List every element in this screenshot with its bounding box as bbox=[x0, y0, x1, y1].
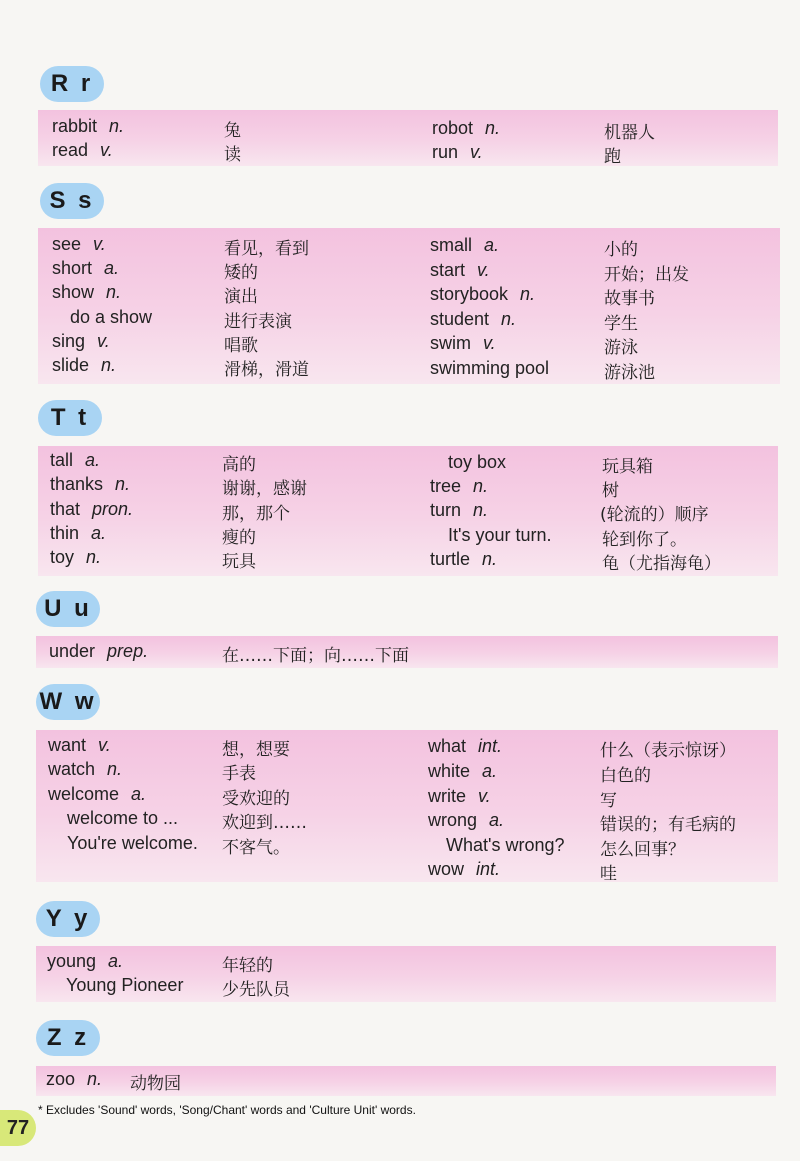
entry-meaning: 少先队员 bbox=[222, 980, 290, 1000]
entry-word: turn n. bbox=[430, 500, 489, 520]
entry-meaning: 那，那个 bbox=[222, 504, 290, 524]
entry-word: read v. bbox=[52, 140, 113, 160]
entry-meaning: 游泳池 bbox=[604, 363, 655, 383]
entry-word: thin a. bbox=[50, 523, 107, 543]
entry-meaning: 手表 bbox=[222, 764, 256, 784]
entry-meaning: 跑 bbox=[604, 147, 621, 167]
entry-meaning: 看见，看到 bbox=[224, 239, 309, 259]
entry-meaning: 游泳 bbox=[604, 338, 638, 358]
entry-word: tall a. bbox=[50, 450, 101, 470]
entry-word: robot n. bbox=[432, 118, 501, 138]
entry-meaning: 开始；出发 bbox=[604, 265, 689, 285]
entry-word: tree n. bbox=[430, 476, 489, 496]
entry-word: watch n. bbox=[48, 759, 123, 779]
entry-meaning: 玩具 bbox=[222, 552, 256, 572]
entry-word: toy n. bbox=[50, 547, 102, 567]
entry-phrase: Young Pioneer bbox=[66, 975, 184, 995]
entry-word: run v. bbox=[432, 142, 483, 162]
entry-word: wrong a. bbox=[428, 810, 505, 830]
entry-meaning: 树 bbox=[602, 481, 619, 501]
entry-meaning: 年轻的 bbox=[222, 956, 273, 976]
entry-meaning: 哇 bbox=[600, 864, 617, 884]
entry-phrase: What's wrong? bbox=[446, 835, 565, 855]
entry-meaning: 欢迎到…… bbox=[222, 813, 307, 833]
entry-meaning: 小的 bbox=[604, 240, 638, 260]
entry-meaning: 演出 bbox=[224, 287, 258, 307]
entry-word: rabbit n. bbox=[52, 116, 125, 136]
entry-word: small a. bbox=[430, 235, 500, 255]
entry-meaning: 唱歌 bbox=[224, 336, 258, 356]
entry-word: that pron. bbox=[50, 499, 134, 519]
entry-meaning: 白色的 bbox=[600, 766, 651, 786]
entry-meaning: 兔 bbox=[224, 121, 241, 141]
entry-phrase: swimming pool bbox=[430, 358, 550, 378]
entry-meaning: 不客气。 bbox=[222, 838, 290, 858]
entry-word: slide n. bbox=[52, 355, 117, 375]
entry-meaning: 读 bbox=[224, 145, 241, 165]
entry-word: storybook n. bbox=[430, 284, 536, 304]
entry-meaning: 龟（尤指海龟） bbox=[602, 554, 721, 574]
entry-word: white a. bbox=[428, 761, 498, 781]
entry-meaning: 进行表演 bbox=[224, 312, 292, 332]
entry-word: student n. bbox=[430, 309, 517, 329]
entry-word: start v. bbox=[430, 260, 490, 280]
entry-meaning: 怎么回事？ bbox=[600, 840, 685, 860]
entry-meaning: 机器人 bbox=[604, 123, 655, 143]
page-number: 77 bbox=[0, 1110, 36, 1146]
letter-badge: W w bbox=[36, 684, 100, 720]
letter-badge: R r bbox=[40, 66, 104, 102]
entry-meaning: 错误的；有毛病的 bbox=[600, 815, 736, 835]
entry-meaning: 矮的 bbox=[224, 263, 258, 283]
entry-phrase: You're welcome. bbox=[67, 833, 198, 853]
entry-word: zoo n. bbox=[46, 1069, 103, 1089]
entry-meaning: 想，想要 bbox=[222, 740, 290, 760]
entry-meaning: 动物园 bbox=[130, 1074, 181, 1094]
entry-word: swim v. bbox=[430, 333, 496, 353]
entry-phrase: welcome to ... bbox=[67, 808, 179, 828]
letter-badge: T t bbox=[38, 400, 102, 436]
entry-meaning: 写 bbox=[600, 791, 617, 811]
entry-band bbox=[38, 110, 778, 166]
entry-word: write v. bbox=[428, 786, 491, 806]
entry-meaning: 高的 bbox=[222, 455, 256, 475]
entry-phrase: It's your turn. bbox=[448, 525, 552, 545]
letter-badge: Z z bbox=[36, 1020, 100, 1056]
letter-badge: U u bbox=[36, 591, 100, 627]
entry-meaning: 什么（表示惊讶） bbox=[600, 741, 736, 761]
entry-word: welcome a. bbox=[48, 784, 147, 804]
letter-badge: Y y bbox=[36, 901, 100, 937]
entry-word: wow int. bbox=[428, 859, 501, 879]
entry-word: see v. bbox=[52, 234, 106, 254]
entry-word: young a. bbox=[47, 951, 124, 971]
entry-phrase: toy box bbox=[448, 452, 507, 472]
entry-meaning: 玩具箱 bbox=[602, 457, 653, 477]
entry-meaning: (轮流的）顺序 bbox=[600, 505, 709, 525]
entry-word: short a. bbox=[52, 258, 120, 278]
footnote: * Excludes 'Sound' words, 'Song/Chant' words and 'Culture Unit' words. bbox=[38, 1103, 416, 1117]
entry-word: thanks n. bbox=[50, 474, 131, 494]
entry-word: under prep. bbox=[49, 641, 149, 661]
entry-meaning: 轮到你了。 bbox=[602, 530, 687, 550]
entry-meaning: 瘦的 bbox=[222, 528, 256, 548]
entry-meaning: 在……下面；向……下面 bbox=[222, 646, 409, 666]
entry-band bbox=[38, 228, 780, 384]
entry-word: show n. bbox=[52, 282, 122, 302]
entry-meaning: 谢谢，感谢 bbox=[222, 479, 307, 499]
entry-meaning: 受欢迎的 bbox=[222, 789, 290, 809]
entry-phrase: do a show bbox=[70, 307, 153, 327]
entry-word: what int. bbox=[428, 736, 503, 756]
entry-word: turtle n. bbox=[430, 549, 498, 569]
entry-meaning: 滑梯，滑道 bbox=[224, 360, 309, 380]
entry-meaning: 故事书 bbox=[604, 289, 655, 309]
entry-word: sing v. bbox=[52, 331, 110, 351]
letter-badge: S s bbox=[40, 183, 104, 219]
entry-word: want v. bbox=[48, 735, 111, 755]
entry-meaning: 学生 bbox=[604, 314, 638, 334]
